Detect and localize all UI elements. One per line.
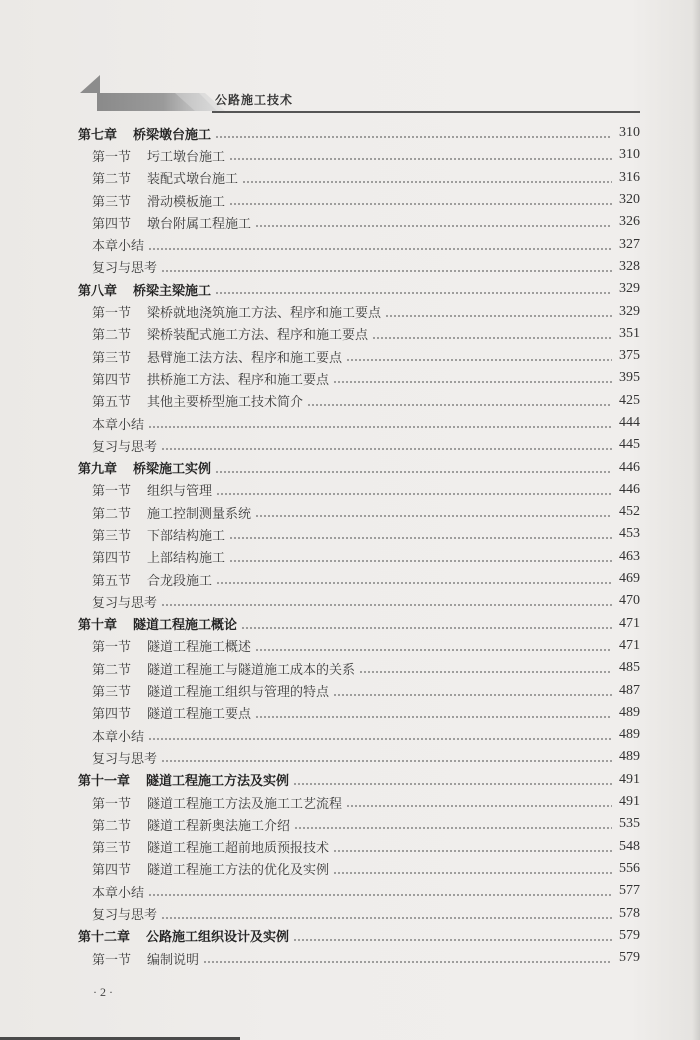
toc-entry-title: 本章小结 — [92, 729, 145, 745]
dot-leader — [346, 359, 612, 361]
toc-entry-label — [78, 926, 289, 945]
dot-leader — [293, 939, 612, 941]
toc-entry-number: 第四节 — [92, 216, 132, 232]
dot-leader — [333, 850, 612, 852]
toc-chapter-entry[interactable] — [78, 925, 640, 947]
toc-entry-label — [92, 235, 144, 254]
toc-entry-page: 446 — [619, 481, 640, 497]
toc-entry-page: 487 — [619, 682, 640, 698]
dot-leader — [294, 827, 612, 829]
toc-entry-label — [92, 949, 199, 968]
toc-entry-number: 第四节 — [92, 372, 132, 388]
toc-entry-page: 310 — [619, 147, 640, 163]
toc-entry-title: 拱桥施工方法、程序和施工要点 — [147, 372, 330, 388]
dot-leader — [148, 738, 612, 740]
toc-entry-title: 下部结构施工 — [147, 528, 226, 544]
toc-entry-title: 隧道工程施工方法的优化及实例 — [147, 863, 330, 879]
toc-entry-number: 第四节 — [92, 707, 132, 723]
toc-entry-label — [92, 168, 238, 187]
toc-entry-number: 第九章 — [78, 462, 118, 478]
toc-entry-label — [92, 882, 144, 901]
toc-entry-page: 446 — [619, 459, 640, 475]
toc-entry-label — [92, 302, 381, 321]
toc-section-entry[interactable] — [78, 791, 640, 813]
toc-section-entry[interactable] — [78, 390, 640, 412]
toc-entry-label — [92, 525, 225, 544]
dot-leader — [241, 627, 612, 629]
header-triangle-decoration — [80, 75, 100, 93]
toc-section-entry[interactable] — [78, 679, 640, 701]
toc-entry-label — [92, 570, 212, 589]
toc-entry-page: 491 — [619, 771, 640, 787]
dot-leader — [161, 448, 612, 450]
toc-entry-label — [78, 458, 211, 477]
toc-entry-number: 第三节 — [92, 350, 132, 366]
toc-entry-page: 579 — [619, 950, 640, 966]
toc-entry-label — [92, 191, 225, 210]
dot-leader — [333, 694, 612, 696]
toc-entry-number: 第一节 — [92, 306, 132, 322]
toc-entry-label — [92, 414, 144, 433]
toc-section-entry[interactable] — [78, 256, 640, 278]
toc-entry-page: 326 — [619, 214, 640, 230]
toc-section-entry[interactable] — [78, 300, 640, 322]
toc-entry-number: 第二节 — [92, 172, 132, 188]
toc-entry-number: 第一节 — [92, 952, 132, 968]
toc-entry-number: 第七章 — [78, 127, 118, 143]
toc-entry-title: 桥梁施工实例 — [133, 462, 212, 478]
dot-leader — [161, 270, 612, 272]
toc-entry-page: 485 — [619, 660, 640, 676]
toc-chapter-entry[interactable] — [78, 613, 640, 635]
toc-entry-title: 施工控制测量系统 — [147, 506, 252, 522]
toc-entry-number: 第一节 — [92, 640, 132, 656]
toc-entry-title: 隧道工程施工与隧道施工成本的关系 — [147, 662, 356, 678]
toc-section-entry[interactable] — [78, 501, 640, 523]
toc-entry-page: 327 — [619, 236, 640, 252]
toc-section-entry[interactable] — [78, 724, 640, 746]
toc-entry-title: 其他主要桥型施工技术简介 — [147, 395, 304, 411]
dot-leader — [216, 493, 612, 495]
toc-section-entry[interactable] — [78, 546, 640, 568]
toc-entry-page: 425 — [619, 392, 640, 408]
toc-entry-number: 第三节 — [92, 685, 132, 701]
toc-entry-page: 556 — [619, 860, 640, 876]
toc-entry-page: 452 — [619, 504, 640, 520]
toc-section-entry[interactable] — [78, 902, 640, 924]
toc-entry-page: 316 — [619, 169, 640, 185]
dot-leader — [385, 315, 612, 317]
toc-entry-label — [92, 146, 225, 165]
toc-entry-number: 第四节 — [92, 863, 132, 879]
toc-entry-number: 第三节 — [92, 194, 132, 210]
toc-entry-label — [92, 436, 157, 455]
toc-entry-title: 复习与思考 — [92, 261, 158, 277]
toc-entry-title: 梁桥就地浇筑施工方法、程序和施工要点 — [147, 306, 382, 322]
toc-entry-title: 隧道工程施工概述 — [147, 640, 252, 656]
toc-entry-label — [92, 904, 157, 923]
toc-entry-title: 隧道工程施工方法及实例 — [146, 774, 290, 790]
toc-entry-label — [92, 703, 251, 722]
toc-entry-label — [92, 859, 329, 878]
toc-entry-page: 329 — [619, 281, 640, 297]
toc-entry-label — [92, 213, 251, 232]
toc-section-entry[interactable] — [78, 635, 640, 657]
toc-entry-label — [92, 369, 329, 388]
toc-entry-page: 453 — [619, 526, 640, 542]
toc-entry-page: 489 — [619, 749, 640, 765]
dot-leader — [215, 136, 612, 138]
toc-section-entry[interactable] — [78, 590, 640, 612]
toc-entry-label — [78, 770, 289, 789]
toc-entry-label — [92, 748, 157, 767]
dot-leader — [293, 783, 612, 785]
toc-entry-number: 第二节 — [92, 818, 132, 834]
dot-leader — [148, 894, 612, 896]
toc-entry-page: 463 — [619, 548, 640, 564]
toc-entry-number: 第十二章 — [78, 930, 131, 946]
toc-entry-page: 310 — [619, 125, 640, 141]
toc-entry-page: 445 — [619, 437, 640, 453]
toc-entry-label — [92, 547, 225, 566]
toc-entry-page: 579 — [619, 927, 640, 943]
toc-entry-title: 公路施工组织设计及实例 — [146, 930, 290, 946]
toc-entry-number: 第三节 — [92, 528, 132, 544]
toc-entry-label — [92, 793, 342, 812]
toc-entry-title: 上部结构施工 — [147, 551, 226, 567]
toc-entry-number: 第八章 — [78, 283, 118, 299]
toc-entry-title: 圬工墩台施工 — [147, 149, 226, 165]
toc-section-entry[interactable] — [78, 479, 640, 501]
toc-entry-label — [92, 324, 368, 343]
toc-section-entry[interactable] — [78, 568, 640, 590]
toc-entry-label — [92, 681, 329, 700]
toc-entry-page: 329 — [619, 303, 640, 319]
toc-section-entry[interactable] — [78, 233, 640, 255]
dot-leader — [161, 917, 612, 919]
dot-leader — [255, 649, 612, 651]
toc-entry-number: 第五节 — [92, 573, 132, 589]
dot-leader — [229, 560, 612, 562]
toc-entry-title: 复习与思考 — [92, 439, 158, 455]
toc-entry-title: 本章小结 — [92, 417, 145, 433]
toc-section-entry[interactable] — [78, 434, 640, 456]
toc-chapter-entry[interactable] — [78, 456, 640, 478]
page-edge-shadow — [692, 0, 700, 1040]
toc-section-entry[interactable] — [78, 189, 640, 211]
toc-entry-title: 悬臂施工法方法、程序和施工要点 — [147, 350, 343, 366]
toc-entry-title: 本章小结 — [92, 885, 145, 901]
dot-leader — [148, 426, 612, 428]
toc-entry-number: 第一节 — [92, 484, 132, 500]
header-rule — [212, 111, 640, 113]
toc-entry-label — [92, 726, 144, 745]
toc-entry-page: 351 — [619, 325, 640, 341]
toc-entry-title: 组织与管理 — [147, 484, 213, 500]
dot-leader — [242, 181, 612, 183]
toc-entry-label — [92, 391, 303, 410]
toc-section-entry[interactable] — [78, 345, 640, 367]
toc-section-entry[interactable] — [78, 702, 640, 724]
dot-leader — [307, 404, 612, 406]
toc-section-entry[interactable] — [78, 412, 640, 434]
toc-entry-page: 471 — [619, 615, 640, 631]
dot-leader — [216, 582, 612, 584]
dot-leader — [255, 225, 612, 227]
toc-section-entry[interactable] — [78, 746, 640, 768]
toc-entry-number: 第二节 — [92, 662, 132, 678]
toc-entry-page: 395 — [619, 370, 640, 386]
toc-entry-number: 第二节 — [92, 506, 132, 522]
toc-entry-label — [78, 280, 211, 299]
toc-entry-number: 第十章 — [78, 618, 118, 634]
toc-entry-title: 隧道工程施工概论 — [133, 618, 238, 634]
toc-entry-title: 编制说明 — [147, 952, 200, 968]
toc-entry-page: 578 — [619, 905, 640, 921]
toc-entry-page: 444 — [619, 415, 640, 430]
toc-entry-page: 577 — [619, 883, 640, 899]
toc-entry-title: 复习与思考 — [92, 595, 158, 611]
toc-chapter-entry[interactable] — [78, 122, 640, 144]
toc-entry-number: 第五节 — [92, 395, 132, 411]
dot-leader — [161, 760, 612, 762]
toc-entry-page: 328 — [619, 258, 640, 274]
toc-section-entry[interactable] — [78, 167, 640, 189]
toc-entry-title: 滑动模板施工 — [147, 194, 226, 210]
toc-section-entry[interactable] — [78, 523, 640, 545]
dot-leader — [359, 671, 612, 673]
toc-entry-label — [92, 257, 157, 276]
dot-leader — [215, 292, 612, 294]
toc-entry-title: 复习与思考 — [92, 908, 158, 924]
toc-entry-label — [78, 124, 211, 143]
toc-section-entry[interactable] — [78, 144, 640, 166]
toc-section-entry[interactable] — [78, 947, 640, 969]
toc-entry-label — [92, 837, 329, 856]
toc-entry-number: 第三节 — [92, 841, 132, 857]
toc-entry-title: 桥梁主梁施工 — [133, 283, 212, 299]
toc-entry-page: 489 — [619, 704, 640, 720]
dot-leader — [255, 716, 612, 718]
toc-section-entry[interactable] — [78, 836, 640, 858]
dot-leader — [161, 604, 612, 606]
toc-entry-number: 第四节 — [92, 551, 132, 567]
toc-section-entry[interactable] — [78, 367, 640, 389]
toc-entry-page: 469 — [619, 571, 640, 587]
toc-entry-page: 535 — [619, 816, 640, 832]
dot-leader — [229, 158, 612, 160]
toc-entry-page: 471 — [619, 637, 640, 653]
toc-entry-label — [92, 659, 355, 678]
toc-entry-title: 隧道工程施工要点 — [147, 707, 252, 723]
toc-entry-page: 489 — [619, 727, 640, 743]
toc-chapter-entry[interactable] — [78, 769, 640, 791]
toc-entry-number: 第二节 — [92, 328, 132, 344]
toc-entry-title: 隧道工程新奥法施工介绍 — [147, 818, 291, 834]
toc-entry-label — [92, 636, 251, 655]
toc-entry-title: 隧道工程施工超前地质预报技术 — [147, 841, 330, 857]
toc-entry-label — [92, 815, 290, 834]
toc-entry-title: 桥梁墩台施工 — [133, 127, 212, 143]
toc-entry-number: 第十一章 — [78, 774, 131, 790]
toc-entry-page: 548 — [619, 838, 640, 854]
dot-leader — [346, 805, 612, 807]
dot-leader — [148, 248, 612, 250]
toc-entry-page: 320 — [619, 192, 640, 208]
toc-entry-title: 梁桥装配式施工方法、程序和施工要点 — [147, 328, 369, 344]
toc-entry-label — [92, 347, 342, 366]
toc-section-entry[interactable] — [78, 323, 640, 345]
toc-section-entry[interactable] — [78, 858, 640, 880]
dot-leader — [372, 337, 612, 339]
page-number: · 2 · — [93, 985, 113, 999]
toc-entry-title: 墩台附属工程施工 — [147, 216, 252, 232]
dot-leader — [203, 961, 612, 963]
dot-leader — [255, 515, 612, 517]
book-title: 公路施工技术 — [215, 93, 294, 107]
toc-entry-title: 隧道工程施工方法及施工工艺流程 — [147, 796, 343, 812]
toc-chapter-entry[interactable] — [78, 278, 640, 300]
toc-entry-number: 第一节 — [92, 796, 132, 812]
toc-entry-label — [92, 592, 157, 611]
toc-section-entry[interactable] — [78, 880, 640, 902]
toc-entry-title: 合龙段施工 — [147, 573, 213, 589]
toc-entry-page: 375 — [619, 348, 640, 364]
toc-section-entry[interactable] — [78, 657, 640, 679]
dot-leader — [333, 872, 612, 874]
toc-entry-title: 本章小结 — [92, 239, 145, 255]
toc-section-entry[interactable] — [78, 211, 640, 233]
toc-entry-title: 复习与思考 — [92, 751, 158, 767]
running-header — [75, 75, 640, 115]
toc-entry-label — [92, 503, 251, 522]
toc-entry-title: 隧道工程施工组织与管理的特点 — [147, 685, 330, 701]
toc-entry-page: 491 — [619, 794, 640, 810]
toc-entry-number: 第一节 — [92, 149, 132, 165]
toc-section-entry[interactable] — [78, 813, 640, 835]
toc-entry-label — [92, 480, 212, 499]
dot-leader — [229, 203, 612, 205]
table-of-contents — [78, 122, 640, 969]
toc-entry-page: 470 — [619, 593, 640, 609]
dot-leader — [229, 537, 612, 539]
dot-leader — [215, 471, 612, 473]
toc-entry-label — [78, 614, 237, 633]
toc-entry-title: 装配式墩台施工 — [147, 172, 239, 188]
dot-leader — [333, 381, 612, 383]
